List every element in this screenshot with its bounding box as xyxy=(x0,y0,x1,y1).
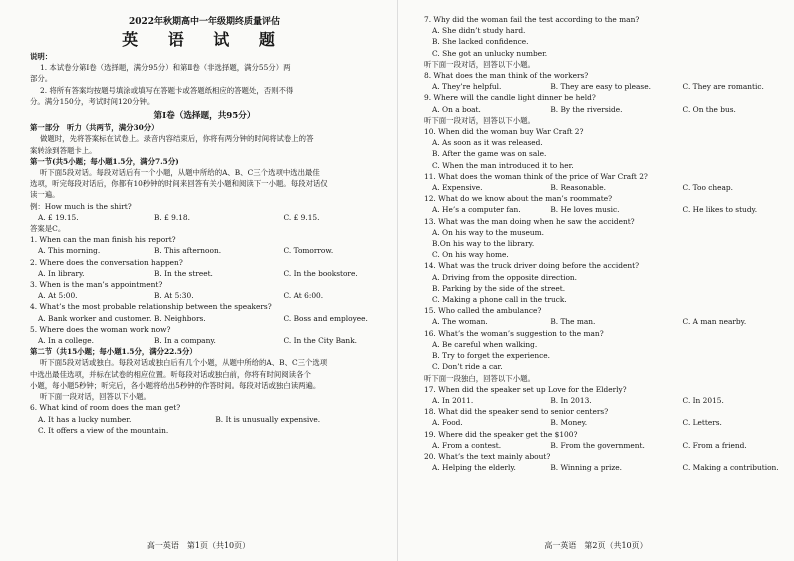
option-c: C. When the man introduced it to her. xyxy=(432,160,574,170)
subsection-1-directions-line-3: 读一遍。 xyxy=(30,190,60,200)
listen-instruction: 听下面一段独白，回答以下小题。 xyxy=(424,373,535,383)
subject-title: 英 语 试 题 xyxy=(122,30,287,49)
question-6-stem: 6. What kind of room does the man get? xyxy=(30,403,181,413)
option-c: C. He likes to study. xyxy=(682,205,758,215)
question-15 xyxy=(424,305,780,327)
option-a: A. On a boat. xyxy=(432,104,481,114)
question-11 xyxy=(424,171,780,193)
option-a: A. Food. xyxy=(432,418,463,428)
option-c: C. In 2015. xyxy=(682,395,724,405)
option-b: B. Parking by the side of the street. xyxy=(432,283,566,293)
option-a: A. In 2011. xyxy=(432,395,474,405)
option-a: A. Bank worker and customer. xyxy=(38,313,152,323)
note-2-line-1: 2. 将所有答案均按题号填涂或填写在答题卡或答题纸相应的答题处，否则不得 xyxy=(40,85,294,95)
question-stem: 20. What’s the text mainly about? xyxy=(424,451,551,461)
question-stem: 16. What’s the woman’s suggestion to the man? xyxy=(424,328,604,338)
page-footer: 高一英语 第2页（共10页） xyxy=(544,541,648,550)
option-c: C. Letters. xyxy=(682,418,722,428)
option-a: A. He’s a computer fan. xyxy=(432,205,521,215)
option-b: B. In the street. xyxy=(153,268,213,278)
question-stem: 8. What does the man think of the workers? xyxy=(424,71,589,81)
example-options xyxy=(30,212,379,223)
option-a: A. On his way to the museum. xyxy=(432,227,544,237)
option-c: C. Making a phone call in the truck. xyxy=(432,295,567,305)
option-c: C. Too cheap. xyxy=(682,183,733,193)
option-c: C. At 6:00. xyxy=(283,291,324,301)
notes-heading: 说明： xyxy=(30,52,53,61)
option-a: A. The woman. xyxy=(432,317,488,327)
question-7 xyxy=(424,14,780,59)
page-footer: 高一英语 第1页（共10页） xyxy=(146,541,251,550)
question-stem: 11. What does the woman think of the price of War Craft 2? xyxy=(424,171,648,181)
option-a: A. This morning. xyxy=(38,246,101,256)
option-b: B. The man. xyxy=(550,317,596,327)
option-a: A. From a contest. xyxy=(432,440,502,450)
question-stem: 10. When did the woman buy War Craft 2? xyxy=(424,127,584,137)
listen-instruction: 听下面一段对话，回答以下小题。 xyxy=(424,115,535,125)
option-b: B. Try to forget the experience. xyxy=(432,351,551,361)
option-b: B. Money. xyxy=(550,418,588,428)
question-stem: 9. Where will the candle light dinner be held? xyxy=(424,93,596,103)
subsection-2-title: 第二节（共15小题；每小题1.5分，满分22.5分） xyxy=(30,347,197,357)
option-c: C. In the bookstore. xyxy=(283,268,358,278)
option-c: C. In the City Bank. xyxy=(283,336,358,346)
section-1-intro-line-1: 做题时，先将答案标在试卷上。录音内容结束后，你将有两分钟的时间将试卷上的答 xyxy=(40,134,314,144)
note-2-line-2: 分。满分150分，考试时间120分钟。 xyxy=(30,96,155,106)
option-a: A. Be careful when walking. xyxy=(432,339,538,349)
option-b: B. It is unusually expensive. xyxy=(215,414,321,424)
option-a: A. In a college. xyxy=(38,336,94,346)
example-option-c: C. £ 9.15. xyxy=(283,212,320,222)
question-stem: 3. When is the man’s appointment? xyxy=(30,280,163,290)
question-stem: 2. Where does the conversation happen? xyxy=(30,257,183,267)
option-c: C. On his way home. xyxy=(432,250,509,260)
option-c: C. On the bus. xyxy=(682,104,736,114)
question-stem: 15. Who called the ambulance? xyxy=(424,306,542,316)
listen-instruction: 听下面一段对话，回答以下小题。 xyxy=(40,392,151,402)
subsection-1-directions-line-1: 听下面5段对话。每段对话后有一个小题，从题中所给的A、B、C三个选项中选出最佳 xyxy=(40,168,320,178)
question-4 xyxy=(30,301,379,323)
right-page xyxy=(397,0,794,561)
exam-title: 2022年秋期高中一年级期终质量评估 xyxy=(128,17,281,27)
option-a: A. It has a lucky number. xyxy=(38,414,132,424)
question-stem: 1. When can the man finish his report? xyxy=(30,235,176,245)
question-17 xyxy=(424,384,780,406)
question-stem: 5. Where does the woman work now? xyxy=(30,324,171,334)
subsection-1-title: 第一节(共5小题；每小题1.5分，满分7.5分) xyxy=(30,156,179,166)
question-stem: 12. What do we know about the man’s roommate? xyxy=(424,194,613,204)
listen-instruction: 听下面一段对话，回答以下小题。 xyxy=(424,59,535,69)
section-1-title: 第一部分 听力（共两节，满分30分） xyxy=(30,123,159,133)
option-b: B. In a company. xyxy=(153,336,216,346)
question-stem: 14. What was the truck driver doing before the accident? xyxy=(424,261,640,271)
option-b: B. He loves music. xyxy=(550,205,620,215)
question-stem: 13. What was the man doing when he saw the accident? xyxy=(424,216,635,226)
option-a: A. Helping the elderly. xyxy=(432,463,516,473)
note-1-line-2: 部分。 xyxy=(30,74,53,84)
option-a: A. At 5:00. xyxy=(38,291,78,301)
option-c: C. Boss and employee. xyxy=(283,313,368,323)
option-b: B. This afternoon. xyxy=(153,246,222,256)
question-stem: 17. When did the speaker set up Love for the Elderly? xyxy=(424,384,627,394)
question-13 xyxy=(424,216,780,261)
option-c: C. Tomorrow. xyxy=(283,246,334,256)
option-b: B. She lacked confidence. xyxy=(432,37,529,47)
question-5 xyxy=(30,324,379,346)
option-a: A. She didn’t study hard. xyxy=(432,26,526,36)
option-a: A. As soon as it was released. xyxy=(432,138,543,148)
option-c: C. They are romantic. xyxy=(682,82,764,92)
question-19 xyxy=(424,429,780,451)
subsection-2-directions-line-1: 听下面5段对话或独白。每段对话或独白后有几个小题，从题中所给的A、B、C三个选项 xyxy=(40,358,328,368)
option-b: B.On his way to the library. xyxy=(432,239,535,249)
question-6-options xyxy=(30,414,379,425)
option-b: B. By the riverside. xyxy=(550,104,623,114)
question-stem: 4. What’s the most probable relationship between the speakers? xyxy=(30,302,272,312)
option-b: B. Neighbors. xyxy=(153,313,206,323)
note-1-line-1: 1. 本试卷分第Ⅰ卷（选择题，满分95分）和第Ⅱ卷（非选择题，满分55分）两 xyxy=(40,63,291,73)
option-b: B. At 5:30. xyxy=(153,291,194,301)
question-10 xyxy=(424,126,780,171)
option-b: B. They are easy to please. xyxy=(550,82,651,92)
section-1-intro-line-2: 案转涂到答题卡上。 xyxy=(30,145,97,155)
example-option-a: A. £ 19.15. xyxy=(38,212,79,222)
subsection-2-directions-line-3: 小题，每小题5秒钟；听完后，各小题将给出5秒钟的作答时间。每段对话或独白读两遍。 xyxy=(30,380,321,390)
option-a: A. They’re helpful. xyxy=(432,82,502,92)
option-a: A. In library. xyxy=(38,268,85,278)
question-stem: 19. Where did the speaker get the $100? xyxy=(424,429,578,439)
option-c: C. She got an unlucky number. xyxy=(432,48,548,58)
option-b: B. After the game was on sale. xyxy=(432,149,547,159)
option-b: B. Winning a prize. xyxy=(550,463,622,473)
question-12 xyxy=(424,193,780,215)
option-b: B. In 2013. xyxy=(550,395,592,405)
question-20 xyxy=(424,451,780,473)
question-9 xyxy=(424,92,780,114)
part-1-title: 第Ⅰ卷（选择题，共95分） xyxy=(153,111,256,122)
question-14 xyxy=(424,260,780,305)
option-c: C. A man nearby. xyxy=(682,317,747,327)
question-stem: 7. Why did the woman fail the test according to the man? xyxy=(424,15,640,24)
question-1 xyxy=(30,234,379,256)
option-a: A. Expensive. xyxy=(432,183,483,193)
question-2 xyxy=(30,257,379,279)
option-c: C. Don’t ride a car. xyxy=(432,362,503,372)
question-8 xyxy=(424,70,780,92)
option-c: C. Making a contribution. xyxy=(682,463,779,473)
question-stem: 18. What did the speaker send to senior centers? xyxy=(424,407,609,417)
example-option-b: B. £ 9.18. xyxy=(153,212,190,222)
subsection-2-directions-line-2: 中选出最佳选项，并标在试卷的相应位置。听每段对话或独白前，你将有时间阅读各个 xyxy=(30,369,311,379)
question-3 xyxy=(30,279,379,301)
example-question: 例：How much is the shirt? xyxy=(30,201,132,211)
example-answer: 答案是C。 xyxy=(30,224,66,234)
option-a: A. Driving from the opposite direction. xyxy=(432,272,578,282)
question-18 xyxy=(424,406,780,428)
question-16 xyxy=(424,328,780,373)
option-b: B. From the government. xyxy=(550,440,645,450)
option-b: B. Reasonable. xyxy=(550,183,607,193)
option-c: C. It offers a view of the mountain. xyxy=(38,425,169,435)
subsection-1-directions-line-2: 选项，听完每段对话后，你都有10秒钟的时间来回答有关小题和阅读下一小题。每段对话仅 xyxy=(30,179,328,189)
option-c: C. From a friend. xyxy=(682,440,747,450)
